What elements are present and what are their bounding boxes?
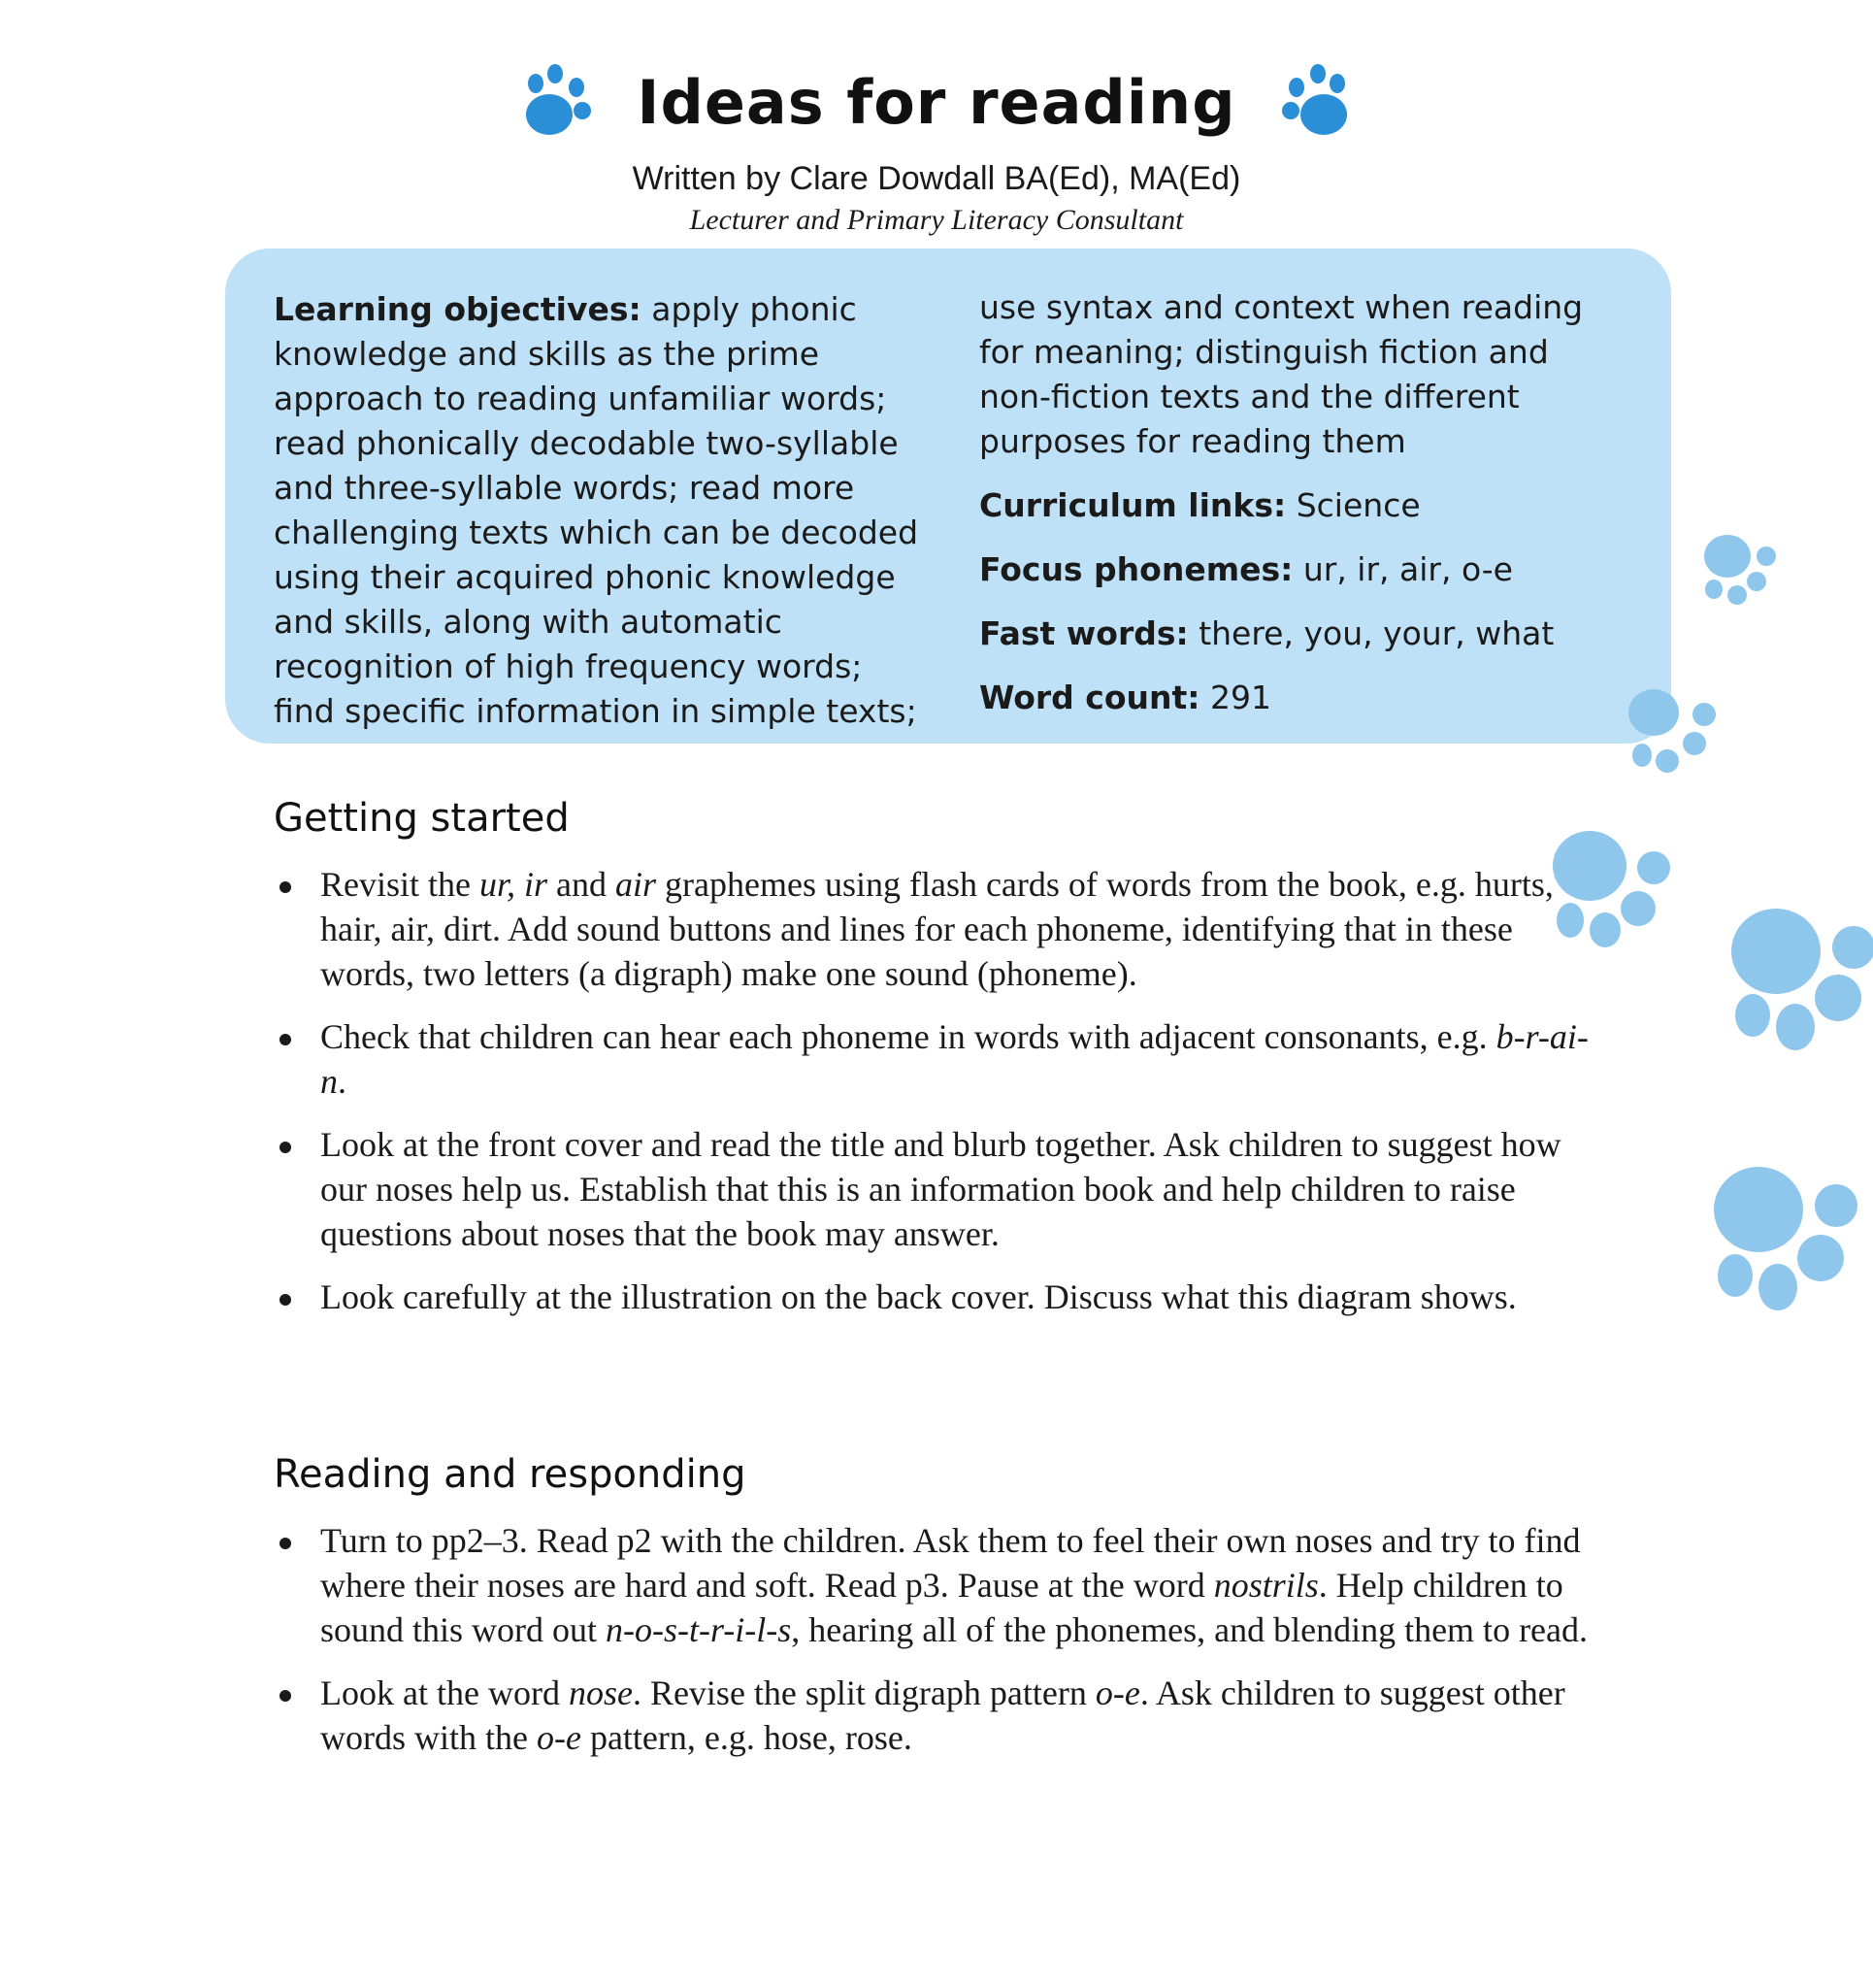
page-title: Ideas for reading xyxy=(637,66,1236,138)
learning-objectives-label: Learning objectives: xyxy=(274,290,641,328)
bullet-list xyxy=(274,1518,1594,1760)
emphasis: o-e xyxy=(1095,1673,1140,1712)
list-item xyxy=(274,1671,1594,1760)
fast-words xyxy=(979,612,1627,656)
paw-print-icon xyxy=(1698,529,1786,612)
paw-print-icon xyxy=(1549,827,1675,953)
paw-print-icon xyxy=(1623,685,1729,778)
bullet-list xyxy=(274,862,1594,1319)
curriculum-links xyxy=(979,483,1627,528)
info-panel xyxy=(225,248,1671,744)
text: Revisit the xyxy=(320,865,479,904)
list-item: Look carefully at the illustration on the back cover. Discuss what this diagram shows. xyxy=(274,1275,1594,1319)
paw-print-icon xyxy=(1710,1161,1873,1316)
info-panel-right-column xyxy=(979,285,1627,744)
list-item xyxy=(274,1518,1594,1652)
paw-print-icon xyxy=(1273,64,1353,140)
focus-phonemes xyxy=(979,547,1627,592)
text: . Help children to sound this word out xyxy=(320,1566,1563,1649)
fast-words-label: Fast words: xyxy=(979,614,1189,652)
list-item: Look at the front cover and read the title and blurb together. Ask children to suggest how our noses help us. Establish that this is an information book and help children to raise questions about noses that the book may answer. xyxy=(274,1122,1594,1256)
text: . Ask children to suggest other words with the xyxy=(320,1673,1565,1757)
author-byline: Written by Clare Dowdall BA(Ed), MA(Ed) xyxy=(632,160,1241,197)
focus-phonemes-label: Focus phonemes: xyxy=(979,550,1294,588)
section-heading: Getting started xyxy=(274,796,570,841)
curriculum-links-label: Curriculum links: xyxy=(979,486,1287,524)
reading-responding-section xyxy=(274,1452,1594,1778)
learning-objectives xyxy=(274,287,921,734)
paw-print-icon xyxy=(1727,903,1873,1053)
info-panel-left-column xyxy=(274,287,921,744)
emphasis: nostrils xyxy=(1213,1566,1319,1605)
title-row xyxy=(0,53,1873,150)
author-role: Lecturer and Primary Literacy Consultant xyxy=(689,204,1184,236)
section-heading: Reading and responding xyxy=(274,1452,746,1497)
list-item xyxy=(274,1014,1594,1104)
emphasis: air xyxy=(615,865,657,904)
text: pattern, e.g. hose, rose. xyxy=(580,1718,912,1757)
curriculum-links-value: Science xyxy=(1296,486,1421,524)
page-header xyxy=(0,53,1873,237)
paw-print-icon xyxy=(520,64,600,140)
text: Check that children can hear each phoneme in words with adjacent consonants, e.g. xyxy=(320,1017,1496,1056)
list-item xyxy=(274,862,1594,996)
text: , hearing all of the phonemes, and blending them to read. xyxy=(791,1610,1589,1649)
emphasis: ur, ir xyxy=(479,865,548,904)
learning-objectives-continued: use syntax and context when reading for meaning; distinguish fiction and non-fiction texts and the different purposes for reading them xyxy=(979,288,1584,460)
emphasis: nose xyxy=(568,1673,633,1712)
word-count-value: 291 xyxy=(1209,679,1271,716)
text: . xyxy=(338,1062,346,1101)
word-count-label: Word count: xyxy=(979,679,1200,716)
text: graphemes using flash cards of words from the book, e.g. hurts, hair, air, dirt. Add sound buttons and lines for each phoneme, identifying that in these words, two letters (a digraph) make one sound (phoneme). xyxy=(320,865,1554,993)
getting-started-section xyxy=(274,796,1594,1338)
fast-words-value: there, you, your, what xyxy=(1199,614,1555,652)
learning-objectives-text: apply phonic knowledge and skills as the prime approach to reading unfamiliar words; read phonically decodable two-syllable and three-syllable words; read more challenging texts which can be decoded using their acquired phonic knowledge and skills, along with automatic recognition of high frequency words; find specific information in simple texts; xyxy=(274,290,919,730)
text: and xyxy=(547,865,616,904)
emphasis: o-e xyxy=(536,1718,581,1757)
word-count xyxy=(979,676,1627,720)
text: Look at the word xyxy=(320,1673,569,1712)
emphasis: b-r-ai-n xyxy=(320,1017,1589,1101)
text: . Revise the split digraph pattern xyxy=(632,1673,1096,1712)
focus-phonemes-value: ur, ir, air, o-e xyxy=(1302,550,1513,588)
emphasis: n-o-s-t-r-i-l-s xyxy=(606,1610,792,1649)
text: Turn to pp2–3. Read p2 with the children. Ask them to feel their own noses and try to find where their noses are hard and soft. Read p3. Pause at the word xyxy=(320,1521,1581,1605)
